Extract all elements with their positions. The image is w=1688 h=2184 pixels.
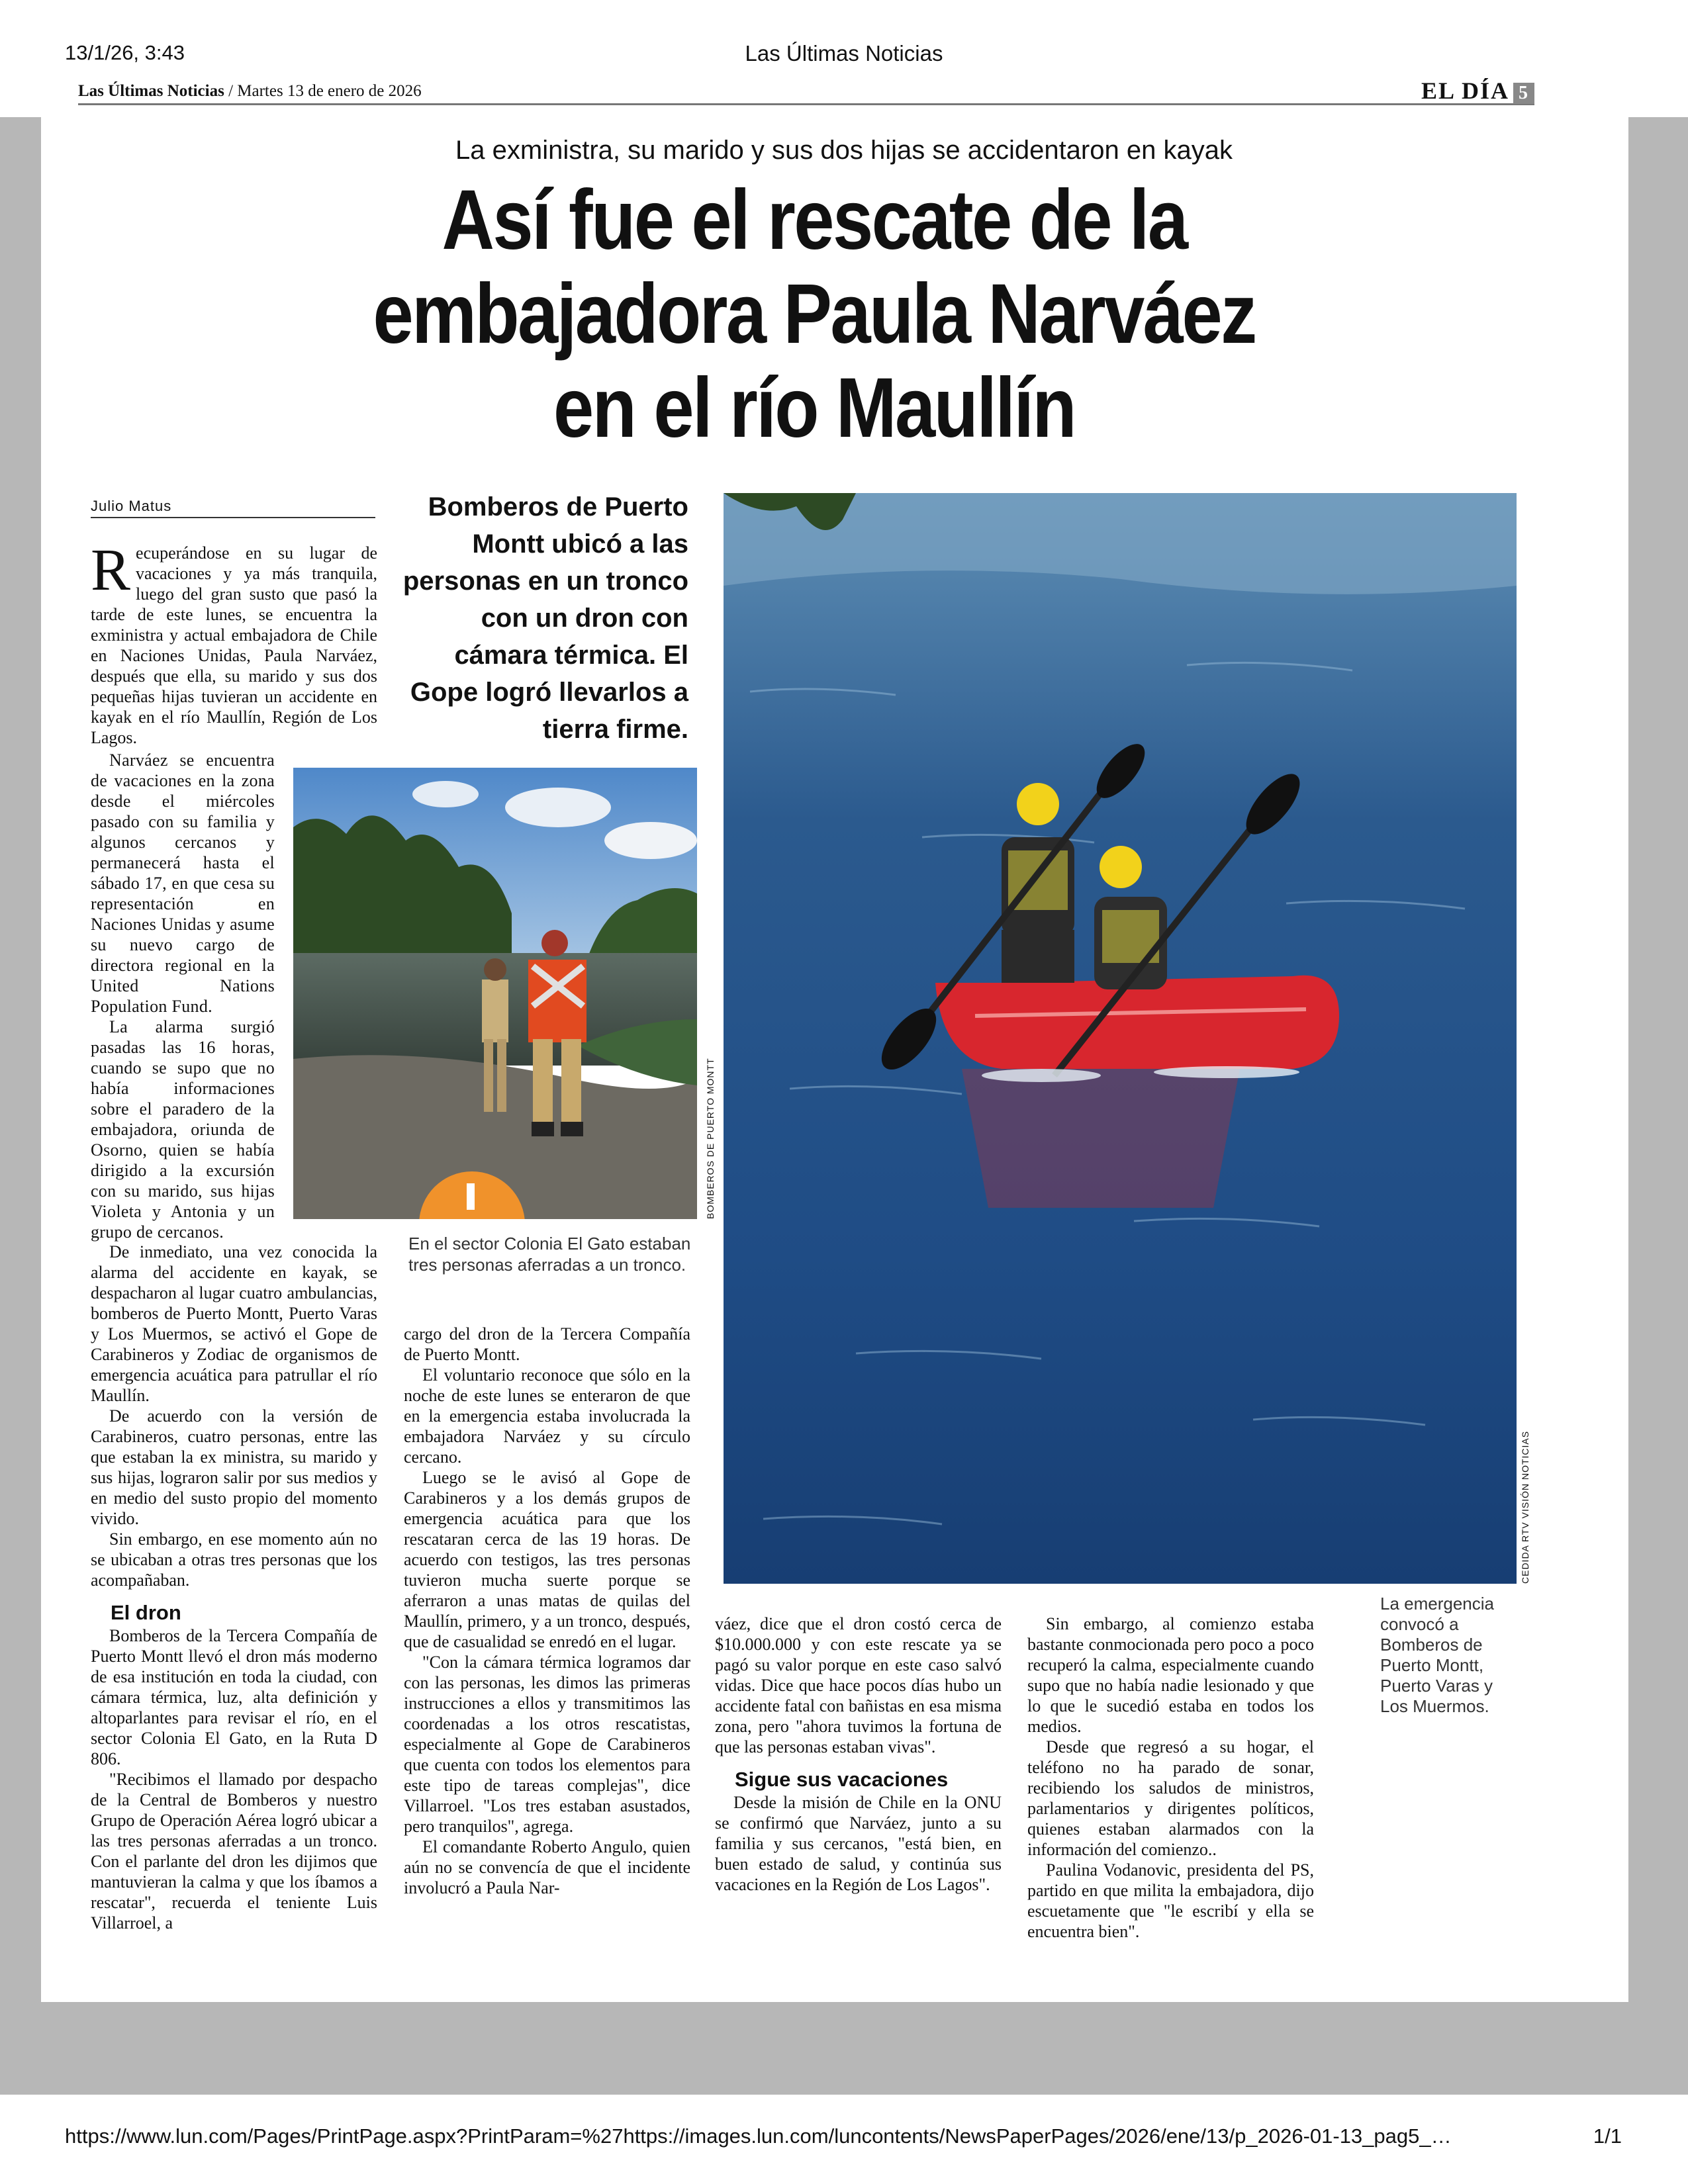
paragraph: El voluntario reconoce que sólo en la noche de este lunes se enteraron de que en la emergencia estaba involucrada la embajadora Narváez y su círculo cercano. (404, 1365, 690, 1467)
caption-big: La emergencia convocó a Bomberos de Puerto Montt, Puerto Varas y Los Muermos. (1380, 1594, 1494, 1716)
article-headline (330, 173, 1298, 455)
print-page-title: Las Últimas Noticias (745, 41, 943, 66)
column-1-bottom (91, 1242, 377, 1933)
subhead-dron: El dron (111, 1601, 181, 1624)
dropcap: R (91, 537, 131, 603)
paragraph: Bomberos de la Tercera Compañía de Puerto Montt llevó el dron más moderno de esa institución en toda la ciudad, con cámara térmica, luz, alta definición y altoparlantes para revisar el río, en el sector Colonia El Gato, en la Ruta D 806. (91, 1626, 377, 1768)
headline-line: en el río Maullín (553, 361, 1075, 455)
caption-small: En el sector Colonia El Gato estaban tres personas aferradas a un tronco. (408, 1234, 691, 1275)
masthead (78, 77, 1534, 105)
page-frame (0, 117, 41, 2002)
masthead-paper (78, 82, 422, 101)
print-datetime: 13/1/26, 3:43 (65, 41, 185, 64)
column-4 (1027, 1614, 1314, 1942)
column-2 (404, 1324, 690, 1898)
photo-firefighters-riverbank (293, 768, 697, 1219)
paragraph: cargo del dron de la Tercera Compañía de Puerto Montt. (404, 1324, 690, 1364)
paragraph: Paulina Vodanovic, presidenta del PS, partido en que milita la embajadora, dijo escuetamente que "le escribí y ella se encuentra bien". (1027, 1860, 1314, 1941)
masthead-date: / Martes 13 de enero de 2026 (228, 82, 422, 100)
paragraph: De acuerdo con la versión de Carabineros, cuatro personas, entre las que estaban la ex ministra, su marido y sus hijas, lograron salir por sus medios y en medio del susto propio del momento vivido. (91, 1406, 377, 1528)
paragraph: Desde la misión de Chile en la ONU se confirmó que Narváez, junto a su familia y sus cercanos, "está bien, en buen estado de salud, y continúa sus vacaciones en la Región de Los Lagos". (715, 1793, 1002, 1894)
paragraph: "Con la cámara térmica logramos dar con las personas, les dimos las primeras instrucciones a ellos y transmitimos las coordenadas a los otros rescatistas, especialmente al Gope de Carabineros que cuenta con todos los elementos para este tipo de tareas complejas", dice Villarroel. "Los tres estaban asustados, pero tranquilos", agrega. (404, 1653, 690, 1836)
paragraph: Sin embargo, en ese momento aún no se ubicaban a otras tres personas que los acompañaban. (91, 1529, 377, 1590)
paragraph: Desde que regresó a su hogar, el teléfono no ha parado de sonar, recibiendo los saludos de ministros, parlamentarios y dirigentes políticos, quienes estaban alarmados con la información del comienzo.. (1027, 1737, 1314, 1859)
paragraph: váez, dice que el dron costó cerca de $10.000.000 y con este rescate ya se pagó su valor porque en este caso salvó vidas. Dice que hace pocos días hubo un accidente fatal con bañistas en esa misma zona, pero "ahora tuvimos la fortuna de que las personas estaban vivas". (715, 1614, 1002, 1756)
paragraph: Recuperándose en su lugar de vacaciones y ya más tranquila, luego del gran susto que pasó la tarde de este lunes, se encuentra la exministra y actual embajadora de Chile en Naciones Unidas, Paula Narváez, después que ella, su marido y sus dos pequeñas hijas tuvieran un accidente en kayak en el río Maullín, Región de Los Lagos. (91, 537, 377, 747)
page-number: 5 (1513, 83, 1534, 104)
paragraph: La alarma surgió pasadas las 16 horas, cuando se supo que no había informaciones sobre el paradero de la embajadora, oriunda de Osorno, quien se había dirigido a la excursión con su marido, sus hijas Violeta y Antonia y un grupo de cercanos. (91, 1017, 275, 1242)
paragraph: "Recibimos el llamado por despacho de la Central de Bomberos y nuestro Grupo de Operación Aérea logró ubicar a las tres personas aferradas a un tronco. Con el parlante del dron les dijimos que mantuvieran la calma y que los íbamos a rescatar", recuerda el teniente Luis Villarroel, a (91, 1770, 377, 1933)
masthead-section: EL DÍA 5 (1421, 77, 1534, 105)
paragraph: Sin embargo, al comienzo estaba bastante conmocionada pero poco a poco recuperó la calma, especialmente cuando supo que no había nadie lesionado y que lo que le sucedió estaba en todos los medios. (1027, 1614, 1314, 1736)
headline-line: embajadora Paula Narváez (373, 267, 1256, 361)
column-1 (91, 537, 377, 748)
paragraph: Narváez se encuentra de vacaciones en la zona desde el miércoles pasado con su familia y algunos cercanos y permanecerá hasta el sábado 17, en que cesa su representación en Naciones Unidas y asume su nuevo cargo de directora regional en la United Nations Population Fund. (91, 751, 275, 1016)
paragraph: Luego se le avisó al Gope de Carabineros y a los demás grupos de emergencia acuática para que los rescataran cerca de las 19 horas. De acuerdo con testigos, las tres personas tuvieron mucha suerte porque se aferraron a unas matas de quilas del Maullín, primero, y a un tronco, después, que de casualidad se enredó en el lugar. (404, 1468, 690, 1651)
column-1-narrow (91, 750, 275, 1242)
subhead-vacaciones: Sigue sus vacaciones (735, 1768, 949, 1791)
photo-credit-big: CEDIDA RTV VISIÓN NOTICIAS (1520, 1430, 1530, 1584)
paragraph: De inmediato, una vez conocida la alarma del accidente en kayak, se despacharon al lugar cuatro ambulancias, bomberos de Puerto Montt, Puerto Varas y Los Muermos, se activó el Gope de Carabineros y Zodiac de organismos de emergencia acuática para patrullar el río Maullín. (91, 1242, 377, 1405)
photo-rescue-raft (724, 493, 1517, 1584)
headline-line: Así fue el rescate de la (442, 173, 1187, 267)
masthead-paper-name: Las Últimas Noticias (78, 82, 224, 100)
article-lead: Bomberos de Puerto Montt ubicó a las personas en un tronco con un dron con cámara térmica. El Gope logró llevarlos a tierra firme. (402, 492, 688, 744)
byline: Julio Matus (91, 498, 375, 518)
print-page-count: 1/1 (1593, 2124, 1622, 2148)
print-url: https://www.lun.com/Pages/PrintPage.aspx?PrintParam=%27https://images.lun.com/luncontents/NewsPaperPages/2026/ene/13/p_2026-01-13_pag5_… (65, 2124, 1452, 2148)
paragraph: El comandante Roberto Angulo, quien aún no se convencía de que el incidente involucró a Paula Nar- (404, 1837, 690, 1897)
column-3 (715, 1614, 1002, 1895)
photo-credit-small: BOMBEROS DE PUERTO MONTT (705, 1058, 716, 1219)
page-frame-bottom (0, 2002, 1688, 2095)
article-kicker: La exministra, su marido y sus dos hijas se accidentaron en kayak (455, 136, 1233, 165)
page-frame-right (1628, 117, 1688, 2002)
